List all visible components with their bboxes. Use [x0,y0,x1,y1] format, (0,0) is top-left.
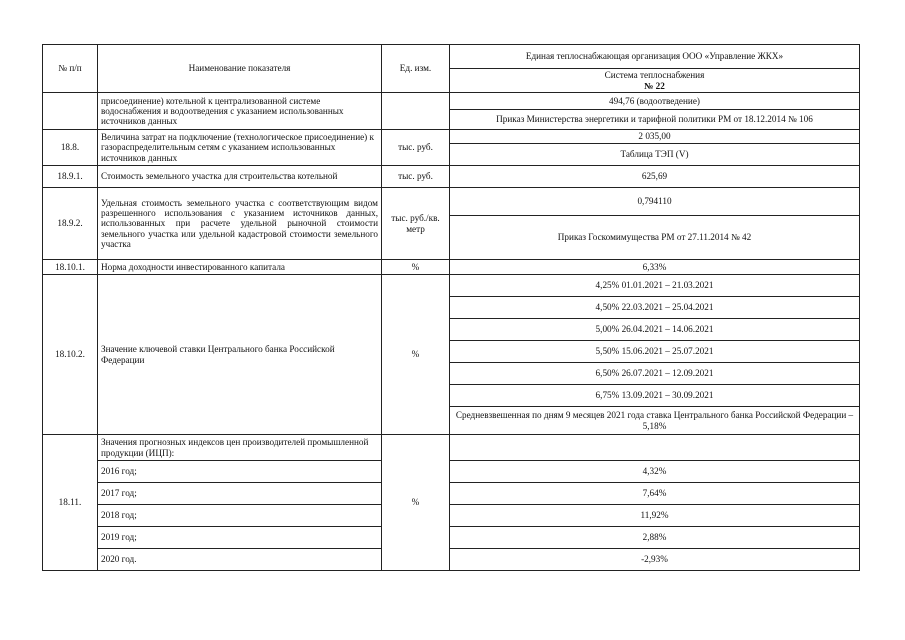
row-18-9-1-unit: тыс. руб. [382,166,450,188]
row-18-10-2-num: 18.10.2. [43,275,98,435]
header-row [43,45,860,69]
table-row [43,130,860,144]
cont-num [43,93,98,130]
table-row [43,275,860,297]
header-system [450,69,860,93]
year-value: 2,88% [450,527,860,549]
table-row [43,260,860,275]
year-label: 2018 год; [98,505,382,527]
rate-item: 6,50% 26.07.2021 – 12.09.2021 [450,363,860,385]
header-num: № п/п [43,45,98,93]
header-system-line2: № 22 [644,80,665,91]
row-18-8-unit: тыс. руб. [382,130,450,166]
table-row [43,483,860,505]
row-18-11-name: Значения прогнозных индексов цен производителей промышленной продукции (ИЦП): [98,435,382,461]
year-label: 2020 год. [98,549,382,571]
row-18-10-2-unit: % [382,275,450,435]
rate-weighted: Средневзвешенная по дням 9 месяцев 2021 года ставка Центрального банка Российской Федерации – 5,18% [450,407,860,435]
row-18-8-name: Величина затрат на подключение (технологическое присоединение) к газораспределительным сетям с указанием использованных источников данных [98,130,382,166]
table-row [43,505,860,527]
row-18-9-1-name: Стоимость земельного участка для строительства котельной [98,166,382,188]
row-18-10-2-name: Значение ключевой ставки Центрального банка Российской Федерации [98,275,382,435]
row-18-9-1-value: 625,69 [450,166,860,188]
table-row [43,188,860,216]
row-18-11-unit: % [382,435,450,571]
row-18-9-1-num: 18.9.1. [43,166,98,188]
rate-item: 6,75% 13.09.2021 – 30.09.2021 [450,385,860,407]
table-row [43,93,860,110]
row-18-10-1-unit: % [382,260,450,275]
row-18-10-1-name: Норма доходности инвестированного капитала [98,260,382,275]
rate-item: 5,50% 15.06.2021 – 25.07.2021 [450,341,860,363]
cont-source: Приказ Министерства энергетики и тарифной политики РМ от 18.12.2014 № 106 [450,110,860,130]
table-row [43,549,860,571]
indicators-table [42,44,860,571]
table-row [43,461,860,483]
table-row [43,527,860,549]
row-18-8-value: 2 035,00 [450,130,860,144]
row-18-8-source: Таблица ТЭП (V) [450,144,860,166]
row-18-10-1-num: 18.10.1. [43,260,98,275]
rate-item: 4,25% 01.01.2021 – 21.03.2021 [450,275,860,297]
row-18-11-num: 18.11. [43,435,98,571]
year-label: 2017 год; [98,483,382,505]
row-18-9-2-name: Удельная стоимость земельного участка с соответствующим видом разрешенного использования с указанием источников данных, использованных при расчете удельной рыночной стоимости земельного участка или удельной кадастровой стоимости земельного участка [98,188,382,260]
year-label: 2019 год; [98,527,382,549]
row-18-11-blank [450,435,860,461]
year-label: 2016 год; [98,461,382,483]
table-row [43,166,860,188]
header-unit: Ед. изм. [382,45,450,93]
header-system-line1: Система теплоснабжения [604,70,705,81]
rate-item: 5,00% 26.04.2021 – 14.06.2021 [450,319,860,341]
cont-name: присоединение) котельной к централизованной системе водоснабжения и водоотведения с указанием использованных источников данных [98,93,382,130]
cont-value: 494,76 (водоотведение) [450,93,860,110]
table-row [43,435,860,461]
year-value: 4,32% [450,461,860,483]
rate-item: 4,50% 22.03.2021 – 25.04.2021 [450,297,860,319]
row-18-9-2-value: 0,794110 [450,188,860,216]
year-value: 7,64% [450,483,860,505]
row-18-9-2-source: Приказ Госкомимущества РМ от 27.11.2014 № 42 [450,216,860,260]
row-18-9-2-unit: тыс. руб./кв. метр [382,188,450,260]
row-18-10-1-value: 6,33% [450,260,860,275]
cont-unit [382,93,450,130]
year-value: 11,92% [450,505,860,527]
year-value: -2,93% [450,549,860,571]
row-18-9-2-num: 18.9.2. [43,188,98,260]
header-name: Наименование показателя [98,45,382,93]
row-18-8-num: 18.8. [43,130,98,166]
header-org: Единая теплоснабжающая организация ООО «Управление ЖКХ» [450,45,860,69]
